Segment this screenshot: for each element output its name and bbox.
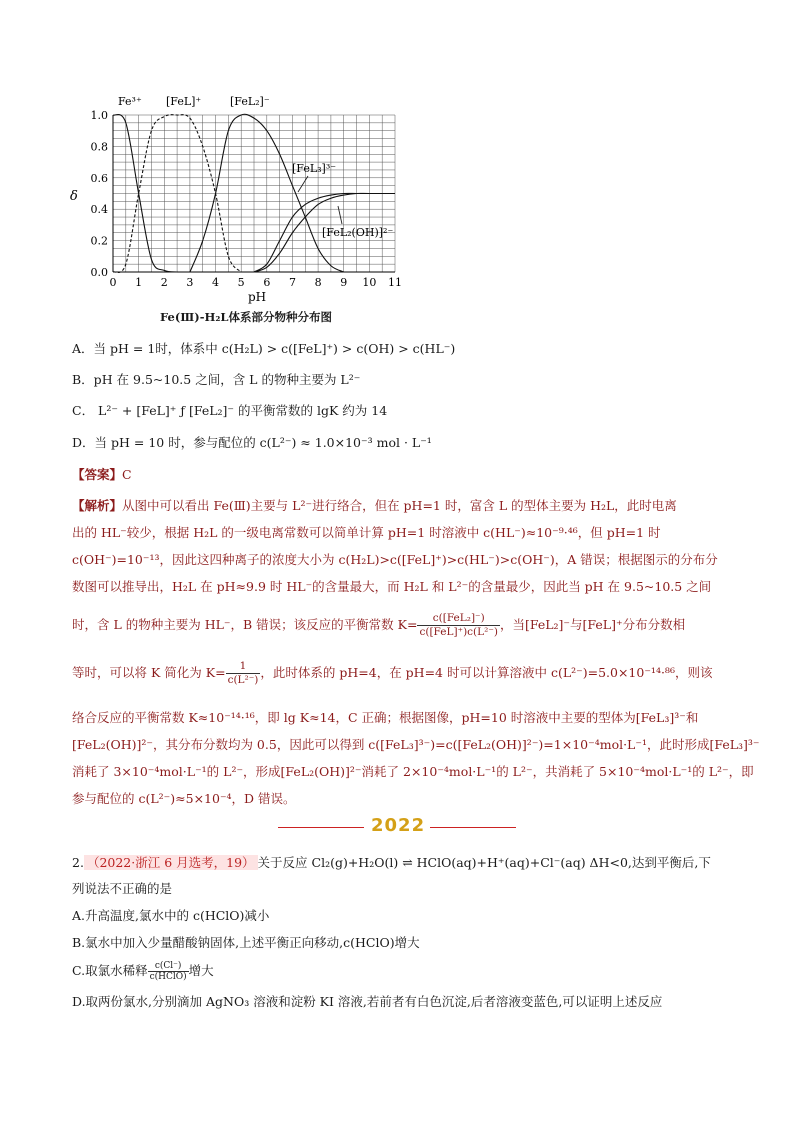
fraction-k-simplified: $\frac{1}{\text{c(L²⁻)}}$ — [227, 660, 259, 686]
q2-source-tag: （2022·浙江 6 月选考，19） — [84, 855, 258, 870]
chart-caption: Fe(Ⅲ)-H₂L体系部分物种分布图 — [160, 310, 332, 324]
q2-option-c: C.取氯水稀释 $\frac{c(Cl^-)}{\text{c(HClO)}}$ 增大 — [72, 961, 214, 982]
arrow-fel2oh — [338, 206, 342, 224]
label-fel2oh: [FeL₂(OH)]²⁻ — [322, 226, 394, 239]
y-tick-label: 0.0 — [90, 266, 108, 279]
y-tick-label: 0.2 — [90, 234, 108, 248]
q1-analysis-line-6: 等时，可以将 K 简化为 K= $\frac{1}{\text{c(L²⁻)}}$ ，此时体系的 pH=4，在 pH=4 时可以计算溶液中 c(L²⁻)=5.0×10⁻¹⁴·⁸⁶，则该 — [72, 660, 713, 686]
label-fel3: [FeL₃]³⁻ — [292, 162, 337, 175]
q2-stem-line-1: 2. （2022·浙江 6 月选考，19） 关于反应 Cl₂(g)+H₂O(l) ⇌ HClO(aq)+H⁺(aq)+Cl⁻(aq) ΔH<0,达到平衡后,下 — [72, 855, 711, 870]
chart-ylabel: δ — [70, 189, 78, 204]
q1-analysis-line-3: c(OH⁻)=10⁻¹³，因此这四种离子的浓度大小为 c(H₂L)>c([FeL]⁺)>c(HL⁻)>c(OH⁻)，A 错误；根据图示的分布分 — [72, 552, 718, 567]
q1-option-d: D．当 pH = 10 时，参与配位的 c(L²⁻) ≈ 1.0×10⁻³ mol · L⁻¹ — [72, 435, 432, 450]
x-tick-label: 7 — [288, 276, 296, 289]
y-tick-label: 1.0 — [90, 109, 108, 122]
label-fe3: Fe³⁺ — [118, 95, 142, 108]
x-tick-label: 10 — [362, 276, 377, 289]
q1-analysis-line-1: 【解析】从图中可以看出 Fe(Ⅲ)主要与 L²⁻进行络合，但在 pH=1 时，富含 L 的型体主要为 H₂L，此时电离 — [72, 498, 677, 513]
divider-left — [278, 827, 364, 828]
y-tick-label: 0.6 — [90, 171, 108, 185]
chart-tick-labels — [91, 109, 403, 289]
q1-analysis-line-8: [FeL₂(OH)]²⁻，其分布分数均为 0.5，因此可以得到 c([FeL₃]³⁻)=c([FeL₂(OH)]²⁻)=1×10⁻⁴mol·L⁻¹，此时形成[FeL₃]³⁻ — [72, 737, 760, 752]
answer-value: C — [122, 467, 132, 482]
answer-label: 【答案】 — [72, 467, 123, 482]
x-tick-label: 3 — [186, 276, 194, 289]
q2-stem-line-2: 列说法不正确的是 — [72, 881, 173, 896]
x-tick-label: 9 — [340, 276, 348, 289]
q2-number: 2. — [72, 855, 84, 870]
y-tick-label: 0.8 — [90, 140, 108, 154]
q1-analysis-line-2: 出的 HL⁻较少，根据 H₂L 的一级电离常数可以简单计算 pH=1 时溶液中 c(HL⁻)≈10⁻⁹·⁴⁶，但 pH=1 时 — [72, 525, 661, 540]
arrow-fel3 — [298, 176, 308, 192]
q1-analysis-line-4: 数图可以推导出，H₂L 在 pH≈9.9 时 HL⁻的含量最大，而 H₂L 和 L²⁻的含量最少，因此当 pH 在 9.5~10.5 之间 — [72, 579, 712, 594]
q2-option-d: D.取两份氯水,分别滴加 AgNO₃ 溶液和淀粉 KI 溶液,若前者有白色沉淀,后者溶液变蓝色,可以证明上述反应 — [72, 994, 663, 1009]
x-tick-label: 11 — [388, 276, 402, 289]
q1-option-c: C． L²⁻ + [FeL]⁺ ƒ [FeL₂]⁻ 的平衡常数的 lgK 约为 14 — [72, 403, 388, 418]
q1-option-b: B．pH 在 9.5~10.5 之间，含 L 的物种主要为 L²⁻ — [72, 372, 361, 387]
q1-analysis-line-10: 参与配位的 c(L²⁻)≈5×10⁻⁴，D 错误。 — [72, 791, 296, 806]
q1-analysis-line-7: 络合反应的平衡常数 K≈10⁻¹⁴·¹⁶，即 lg K≈14，C 正确；根据图像，pH=10 时溶液中主要的型体为[FeL₃]³⁻和 — [72, 710, 699, 725]
x-tick-label: 2 — [160, 276, 168, 289]
label-fel: [FeL]⁺ — [166, 95, 202, 108]
fraction-k: $\frac{\text{c([FeL₂]⁻)}}{\text{c([FeL]⁺)c(L²⁻)}}$ — [419, 612, 498, 638]
y-tick-label: 0.4 — [90, 203, 108, 217]
x-tick-label: 0 — [109, 276, 117, 289]
q1-analysis-line-9: 消耗了 3×10⁻⁴mol·L⁻¹的 L²⁻，形成[FeL₂(OH)]²⁻消耗了 2×10⁻⁴mol·L⁻¹的 L²⁻，共消耗了 5×10⁻⁴mol·L⁻¹的 L²⁻，即 — [72, 764, 754, 779]
q1-answer — [72, 466, 132, 484]
year-divider: 2022 — [371, 815, 426, 836]
x-tick-label: 4 — [212, 276, 220, 289]
x-tick-label: 6 — [263, 276, 271, 289]
analysis-label: 【解析】 — [72, 498, 123, 513]
chart-xlabel: pH — [248, 290, 267, 304]
q2-option-a: A.升高温度,氯水中的 c(HClO)减小 — [72, 908, 270, 923]
fraction-cl-hclo: $\frac{c(Cl^-)}{\text{c(HClO)}}$ — [149, 961, 187, 982]
q2-option-b: B.氯水中加入少量醋酸钠固体,上述平衡正向移动,c(HClO)增大 — [72, 935, 420, 950]
label-fel2: [FeL₂]⁻ — [230, 95, 270, 108]
q1-analysis-line-5: 时，含 L 的物种主要为 HL⁻，B 错误；该反应的平衡常数 K= $\frac{\text{c([FeL₂]⁻)}}{\text{c([FeL]⁺)c(L²⁻)}}$ ，当[FeL₂]⁻与[FeL]⁺分布分数相 — [72, 612, 686, 638]
q1-option-a: A．当 pH = 1时，体系中 c(H₂L) > c([FeL]⁺) > c(OH) > c(HL⁻) — [72, 341, 456, 356]
x-tick-label: 8 — [314, 276, 322, 289]
species-distribution-chart — [60, 88, 420, 313]
x-tick-label: 5 — [237, 276, 245, 289]
divider-right — [430, 827, 516, 828]
x-tick-label: 1 — [135, 276, 143, 289]
